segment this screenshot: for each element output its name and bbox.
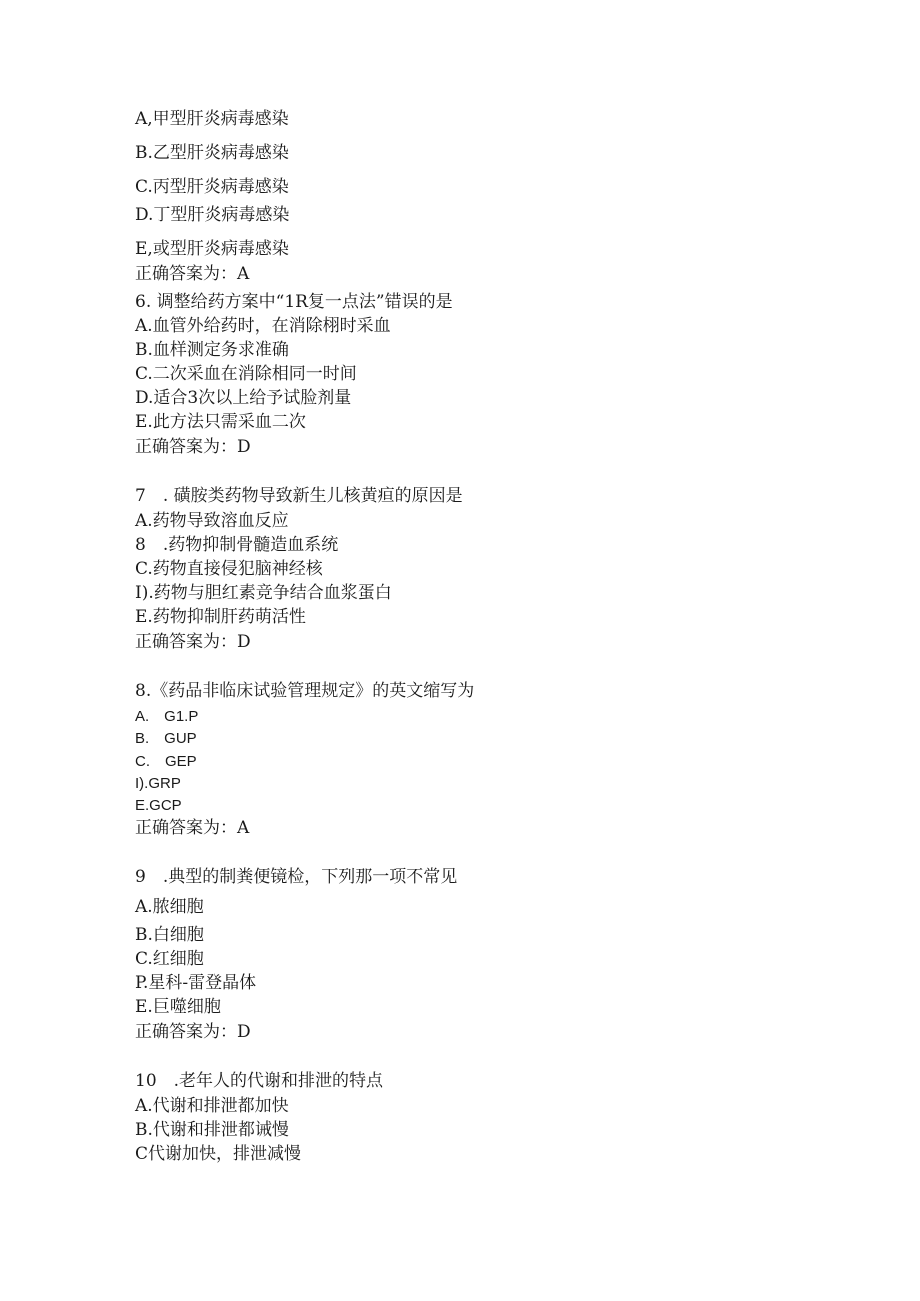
question-6: 6. 调整给药方案中“1R复一点法”错误的是 (135, 292, 453, 312)
q7-option-a: A.药物导致溶血反应 (135, 511, 289, 531)
q8-option-c: C. GEP (135, 753, 197, 770)
q9-option-b: B.白细胞 (135, 925, 204, 945)
q7-option-b: 8 .药物抑制骨髓造血系统 (135, 535, 339, 555)
q7-option-d: I).药物与胆红素竞争结合血浆蛋白 (135, 583, 392, 603)
q6-option-d: D.适合3次以上给予试脸剂量 (135, 388, 352, 408)
q6-option-c: C.二次采血在消除相同一时间 (135, 364, 357, 384)
option-c: C.丙型肝炎病毒感染 (135, 177, 289, 197)
q6-option-e: E.此方法只需采血二次 (135, 412, 306, 432)
q8-option-e: E.GCP (135, 797, 182, 814)
q7-option-e: E.药物抑制肝药萌活性 (135, 607, 306, 627)
question-8: 8.《药品非临床试验管理规定》的英文缩写为 (135, 681, 475, 701)
option-e: E,或型肝炎病毒感染 (135, 239, 289, 259)
q9-answer: 正确答案为：D (135, 1022, 251, 1042)
q9-option-c: C.红细胞 (135, 949, 204, 969)
question-10: 10 .老年人的代谢和排泄的特点 (135, 1071, 384, 1091)
question-7: 7 . 磺胺类药物导致新生儿核黄疸的原因是 (135, 486, 463, 506)
q10-option-a: A.代谢和排泄都加快 (135, 1096, 289, 1116)
q6-option-a: A.血管外给药时，在消除栩时采血 (135, 316, 391, 336)
q10-option-c: C代谢加快，排泄减慢 (135, 1144, 302, 1164)
answer-line: 正确答案为：A (135, 264, 250, 284)
question-9: 9 .典型的制粪便镜检，下列那一项不常见 (135, 867, 458, 887)
q8-option-b: B. GUP (135, 730, 197, 747)
q7-option-c: C.药物直接侵犯脑神经核 (135, 559, 323, 579)
option-b: B.乙型肝炎病毒感染 (135, 143, 289, 163)
q7-answer: 正确答案为：D (135, 632, 251, 652)
q10-option-b: B.代谢和排泄都诫慢 (135, 1120, 289, 1140)
q6-option-b: B.血样测定务求准确 (135, 340, 289, 360)
q8-option-d: I).GRP (135, 775, 181, 792)
q9-option-d: P.星科-雷登晶体 (135, 973, 257, 993)
q8-answer: 正确答案为：A (135, 818, 250, 838)
q9-option-a: A.脓细胞 (135, 897, 204, 917)
q8-option-a: A. G1.P (135, 708, 199, 725)
option-a: A,甲型肝炎病毒感染 (135, 109, 289, 129)
q6-answer: 正确答案为：D (135, 437, 251, 457)
q9-option-e: E.巨噬细胞 (135, 997, 221, 1017)
option-d: D.丁型肝炎病毒感染 (135, 205, 290, 225)
